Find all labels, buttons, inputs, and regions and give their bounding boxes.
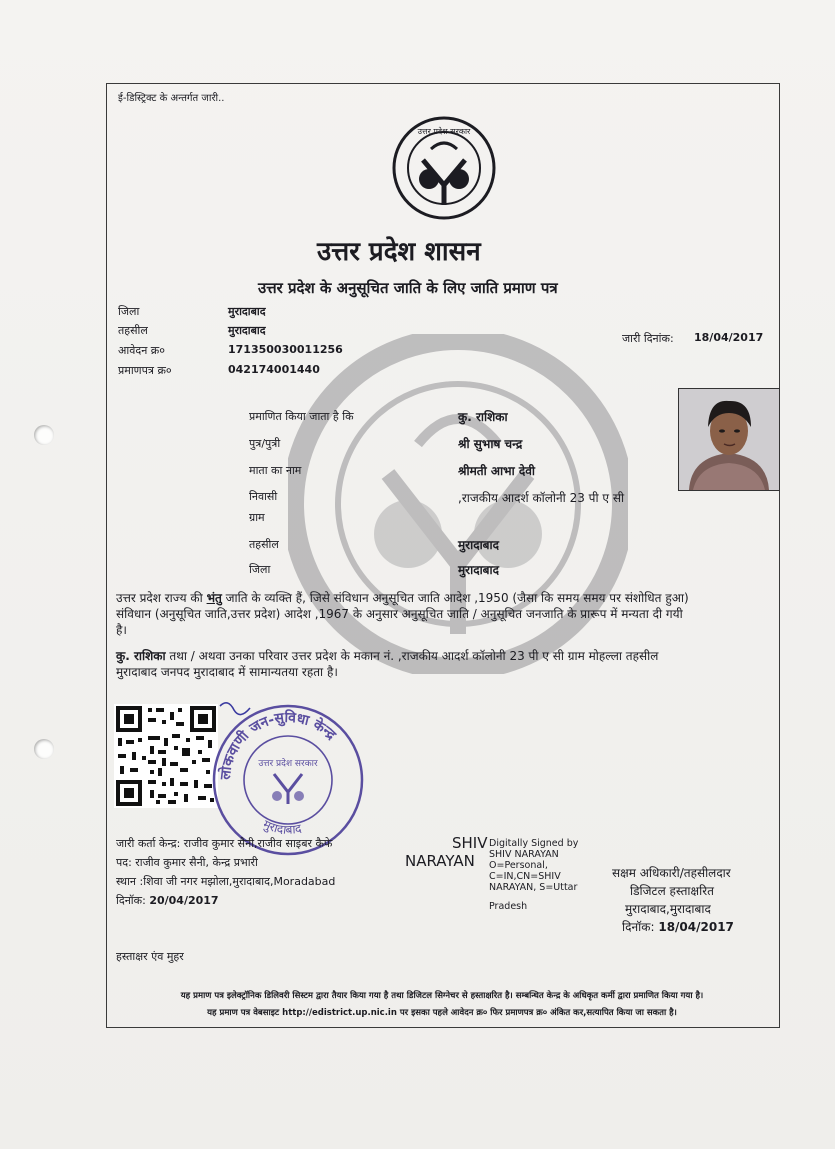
issue-date-value: 18/04/2017: [694, 331, 764, 344]
seal-outer-text: लोकवाणी जन-सुविधा केन्द्र: [217, 709, 339, 781]
detail-value-tehsil: मुरादाबाद: [458, 538, 500, 552]
caste-name: भंतु: [206, 591, 222, 605]
detail-label-resident: निवासी: [249, 490, 278, 503]
certificate-label: प्रमाणपत्र क्र०: [118, 364, 172, 377]
authority-location: मुरादाबाद,मुरादाबाद: [625, 902, 711, 916]
issuer-designation: पद: राजीव कुमार सैनी, केन्द्र प्रभारी: [116, 856, 258, 869]
signature-line: NARAYAN, S=Uttar: [489, 882, 578, 893]
application-number: 171350030011256: [228, 343, 343, 356]
detail-label-tehsil: तहसील: [249, 538, 279, 551]
qr-code-icon: [114, 704, 218, 808]
signer-name-line2: NARAYAN: [405, 852, 475, 870]
authority-title: सक्षम अधिकारी/तहसीलदार: [612, 866, 731, 880]
detail-label-certified: प्रमाणित किया जाता है कि: [249, 410, 354, 423]
signature-line: SHIV NARAYAN: [489, 849, 559, 860]
signer-name-line1: SHIV: [452, 834, 488, 852]
district-label: जिला: [118, 305, 140, 318]
application-label: आवेदन क्र०: [118, 344, 165, 357]
seal-bottom-text: मुरादाबाद: [260, 817, 303, 837]
statement-text: है।: [116, 623, 127, 637]
detail-value-name: कु. राशिका: [458, 410, 508, 424]
punch-hole-bottom: [34, 739, 54, 759]
header-note: ई-डिस्ट्रिक्ट के अन्तर्गत जारी..: [118, 93, 225, 104]
digital-signature-details: [489, 838, 578, 912]
caste-statement-paragraph: [116, 590, 771, 638]
issuer-location: स्थान :शिवा जी नगर मझोला,मुरादाबाद,Moradabad: [116, 875, 336, 888]
svg-text:मुरादाबाद: [261, 817, 304, 837]
sign-seal-label: हस्ताक्षर एंव मुहर: [116, 950, 184, 963]
issuer-center: जारी कर्ता केन्द्र: राजीव कुमार सैनी,राजीव साइबर कैफे: [116, 837, 333, 850]
statement-text: संविधान (अनुसूचित जाति,उत्तर प्रदेश) आदेश ,1967 के अनुसार अनुसूचित जाति / अनुसूचित जनजाति के प्रारूप में मन्यता दी गयी: [116, 607, 683, 621]
certificate-number: 042174001440: [228, 363, 320, 376]
authority-digital: डिजिटल हस्ताक्षरित: [630, 884, 714, 898]
authority-date: [622, 918, 734, 935]
emblem-text: उत्तर प्रदेश सरकार: [417, 127, 471, 136]
tehsil-label: तहसील: [118, 324, 148, 337]
issuer-date-label: दिनॉक:: [116, 894, 146, 907]
statement-text: तथा / अथवा उनका परिवार उत्तर प्रदेश के मकान नं. ,राजकीय आदर्श कॉलोनी 23 पी ए सी ग्राम मोहल्ला तहसील: [165, 649, 659, 663]
residence-statement-paragraph: [116, 648, 771, 680]
certificate-title: उत्तर प्रदेश शासन: [317, 237, 481, 267]
punch-hole-top: [34, 425, 54, 445]
detail-label-child-of: पुत्र/पुत्री: [249, 437, 281, 450]
issuer-date: [116, 893, 219, 908]
signature-line: O=Personal,: [489, 860, 548, 871]
issuer-date-value: 20/04/2017: [149, 894, 219, 907]
detail-label-district: जिला: [249, 563, 271, 576]
tehsil-value: मुरादाबाद: [228, 324, 266, 337]
detail-value-father: श्री सुभाष चन्द्र: [458, 437, 523, 451]
statement-text: जाति के व्यक्ति हैं, जिसे संविधान अनुसूचित जाति आदेश ,1950 (जैसा कि समय समय पर संशोधित हुआ): [221, 591, 689, 605]
authority-date-label: दिनॉक:: [622, 920, 655, 934]
applicant-name: कु. राशिका: [116, 649, 166, 663]
seal-inner-text: उत्तर प्रदेश सरकार: [258, 759, 318, 769]
applicant-photo: [678, 388, 780, 491]
statement-text: मुरादाबाद जनपद मुरादाबाद में सामान्यतया रहता है।: [116, 665, 338, 679]
svg-text:लोकवाणी जन-सुविधा केन्द्र: [217, 709, 340, 782]
district-value: मुरादाबाद: [228, 305, 266, 318]
signature-line: Pradesh: [489, 901, 528, 912]
certificate-subtitle: उत्तर प्रदेश के अनुसूचित जाति के लिए जाति प्रमाण पत्र: [258, 279, 558, 297]
footer-note-2: यह प्रमाण पत्र वेबसाइट http://edistrict.up.nic.in पर इसका पहले आवेदन क्र० फिर प्रमाणपत्र क्र० अंकित कर,सत्यापित किया जा सकता है।: [207, 1008, 677, 1018]
detail-label-village: ग्राम: [249, 511, 265, 524]
detail-value-mother: श्रीमती आभा देवी: [458, 464, 536, 478]
authority-date-value: 18/04/2017: [658, 920, 734, 934]
detail-label-mother: माता का नाम: [249, 464, 302, 477]
detail-value-district: मुरादाबाद: [458, 563, 500, 577]
issue-date-label: जारी दिनांक:: [622, 332, 674, 345]
signature-line: Digitally Signed by: [489, 838, 579, 849]
footer-note-1: यह प्रमाण पत्र इलेक्ट्रॉनिक डिलिवरी सिस्टम द्वारा तैयार किया गया है तथा डिजिटल सिग्नेचर से हस्ताक्षरित है। सम्बन्धित केन्द्र के अधिकृत कर्मी द्वारा प्रमाणित किया गया है।: [180, 991, 704, 1001]
detail-value-address: ,राजकीय आदर्श कॉलोनी 23 पी ए सी: [458, 491, 625, 505]
signature-line: C=IN,CN=SHIV: [489, 871, 561, 882]
statement-text: उत्तर प्रदेश राज्य की: [116, 591, 207, 605]
